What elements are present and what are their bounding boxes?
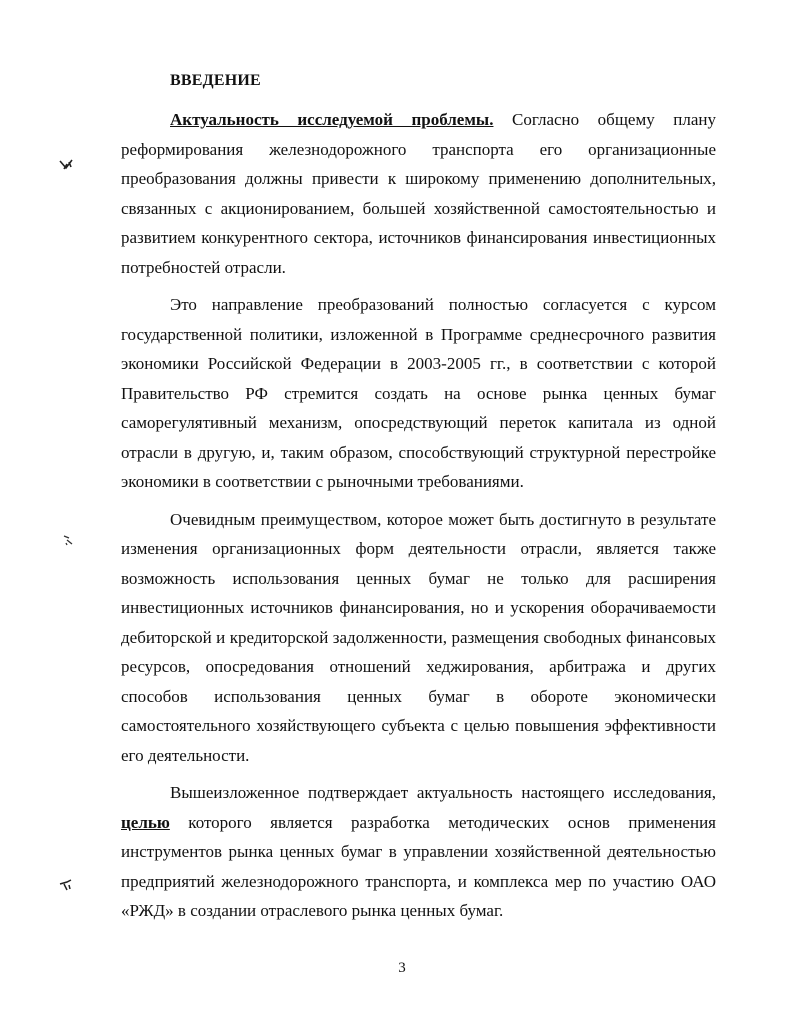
paragraph-goal	[121, 778, 716, 926]
paragraph-text: Согласно общему плану реформирования железнодорожного транспорта его организационные преобразования должны привести к широкому применению дополнительных, связанных с акционированием, большей хозяйственной самостоятельностью и развитием конкурентного сектора, источников финансирования инвестиционных потребностей отрасли.	[121, 110, 716, 277]
section-heading: ВВЕДЕНИЕ	[170, 72, 261, 89]
paragraph-policy: Это направление преобразований полностью согласуется с курсом государственной политики, изложенной в Программе среднесрочного развития экономики Российской Федерации в 2003-2005 гг., в соответствии с которой Правительство РФ стремится создать на основе рынка ценных бумаг саморегулятивный механизм, опосредствующий переток капитала из одной отрасли в другую, и, таким образом, способствующий структурной перестройке экономики в соответствии с рыночными требованиями.	[121, 295, 716, 491]
margin-mark-icon	[58, 158, 74, 172]
relevance-lead: Актуальность исследуемой проблемы.	[170, 110, 494, 129]
margin-mark-icon	[60, 532, 76, 546]
paragraph-relevance	[121, 105, 716, 282]
paragraph-text: которого является разработка методических основ применения инструментов рынка ценных бумаг в управлении хозяйственной деятельностью предприятий железнодорожного транспорта, и комплекса мер по участию ОАО «РЖД» в создании отраслевого рынка ценных бумаг.	[121, 812, 716, 920]
body-text	[121, 105, 716, 926]
goal-keyword: целью	[121, 812, 170, 832]
margin-mark-icon	[58, 878, 74, 892]
page-number: 3	[398, 960, 406, 976]
paragraph-advantage: Очевидным преимуществом, которое может быть достигнуто в результате изменения организационных форм деятельности отрасли, является также возможность использования ценных бумаг не только для расширения инвестиционных источников финансирования, но и ускорения оборачиваемости дебиторской и кредиторской задолженности, размещения свободных финансовых ресурсов, опосредования отношений хеджирования, арбитража и других способов использования ценных бумаг в обороте экономически самостоятельного хозяйствующего субъекта с целью повышения эффективности его деятельности.	[121, 509, 716, 765]
paragraph-text: Вышеизложенное подтверждает актуальность настоящего исследования,	[170, 783, 716, 802]
